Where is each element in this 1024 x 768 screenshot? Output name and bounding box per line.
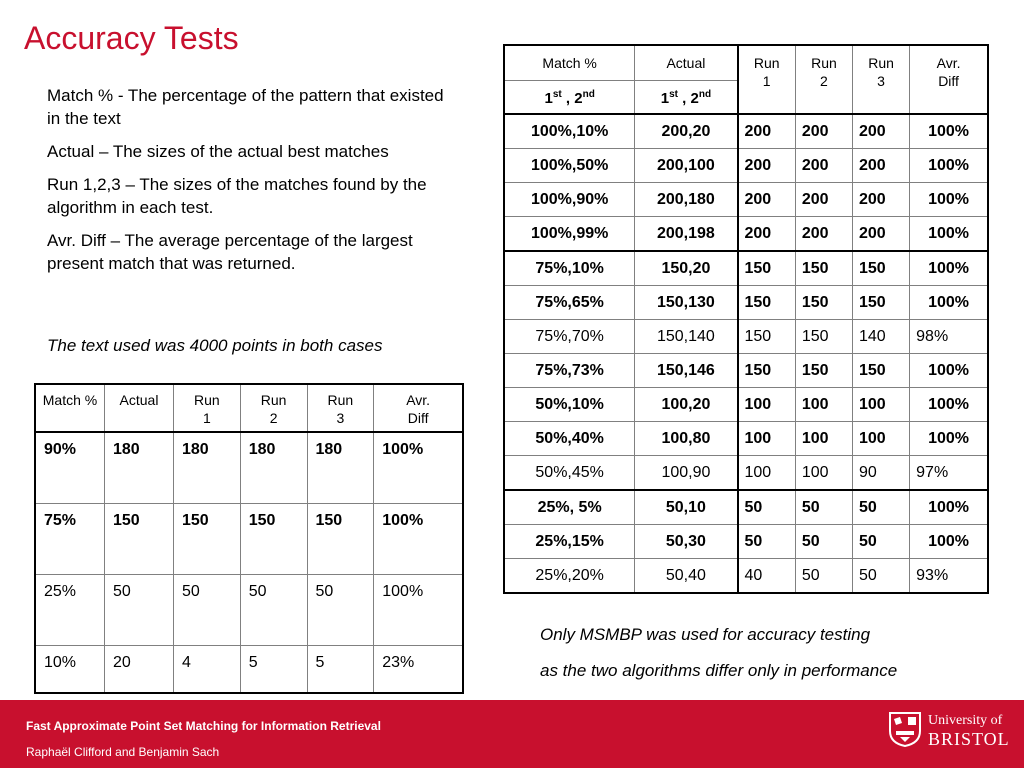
- definitions: [47, 84, 457, 285]
- table-cell: 180: [105, 432, 174, 504]
- table-cell: 100%: [910, 286, 988, 320]
- table-cell: 150: [795, 286, 852, 320]
- table-row: [504, 422, 988, 456]
- footer-title: Fast Approximate Point Set Matching for Information Retrieval: [26, 719, 381, 733]
- header-run3: [853, 45, 910, 114]
- table-cell: 90%: [35, 432, 105, 504]
- table-cell: 150: [795, 354, 852, 388]
- header-avr-diff: [910, 45, 988, 114]
- header-run1-label: Run 1: [753, 55, 780, 89]
- table-cell: 200: [738, 114, 796, 149]
- subheader-match: [504, 81, 635, 115]
- footer-bar: [0, 700, 1024, 768]
- sub-sep: , 2: [561, 90, 583, 107]
- table-row: [504, 286, 988, 320]
- header-actual: Actual: [635, 45, 738, 81]
- table-cell: 150: [853, 286, 910, 320]
- definition-runs: Run 1,2,3 – The sizes of the matches found by the algorithm in each test.: [47, 175, 427, 217]
- header-run3-label: Run 3: [327, 392, 354, 426]
- table-cell: 50: [795, 559, 852, 594]
- table-cell: 140: [853, 320, 910, 354]
- sub-second-sup: nd: [582, 89, 595, 100]
- table-cell: 100%: [910, 251, 988, 286]
- table-cell: 200: [795, 114, 852, 149]
- table-cell: 100,80: [635, 422, 738, 456]
- table-cell: 23%: [374, 646, 463, 694]
- table-cell: 200,100: [635, 149, 738, 183]
- table-cell: 75%,65%: [504, 286, 635, 320]
- header-run3-label: Run 3: [868, 55, 894, 89]
- table-cell: 180: [240, 432, 307, 504]
- table-cell: 25%,15%: [504, 525, 635, 559]
- slide-title: Accuracy Tests: [24, 20, 239, 56]
- large-accuracy-table: [503, 44, 989, 594]
- table-cell: 180: [307, 432, 374, 504]
- table-cell: 200: [795, 149, 852, 183]
- sub-first-sup: st: [669, 89, 678, 100]
- table-cell: 150,146: [635, 354, 738, 388]
- table-cell: 100%: [374, 575, 463, 646]
- table-cell: 180: [174, 432, 241, 504]
- table-cell: 150,130: [635, 286, 738, 320]
- table-cell: 100%: [910, 114, 988, 149]
- table-cell: 50: [105, 575, 174, 646]
- msmbp-note: [540, 617, 897, 689]
- table-cell: 100%: [910, 217, 988, 252]
- table-cell: 100: [795, 422, 852, 456]
- table-cell: 100%,99%: [504, 217, 635, 252]
- msmbp-note-line2: as the two algorithms differ only in performance: [540, 661, 898, 680]
- table-cell: 150: [795, 251, 852, 286]
- table-cell: 150,140: [635, 320, 738, 354]
- table-cell: 100: [738, 456, 796, 491]
- table-cell: 50: [853, 525, 910, 559]
- header-run2: [795, 45, 852, 114]
- table-row: [504, 354, 988, 388]
- footer-authors: Raphaël Clifford and Benjamin Sach: [26, 745, 220, 759]
- table-cell: 100%,10%: [504, 114, 635, 149]
- table-cell: 100%: [910, 388, 988, 422]
- table-row: [504, 114, 988, 149]
- table-cell: 200: [795, 183, 852, 217]
- table-row: [35, 646, 463, 694]
- table-cell: 90: [853, 456, 910, 491]
- table-cell: 100%: [910, 490, 988, 525]
- table-cell: 200: [795, 217, 852, 252]
- table-row: [504, 456, 988, 491]
- table-row: [35, 504, 463, 575]
- subheader-actual: [635, 81, 738, 115]
- table-cell: 150: [738, 251, 796, 286]
- table-cell: 5: [240, 646, 307, 694]
- table-cell: 150: [738, 354, 796, 388]
- header-run1-label: Run 1: [194, 392, 220, 426]
- table-cell: 100%: [910, 422, 988, 456]
- table-cell: 100%: [910, 354, 988, 388]
- table-cell: 50%,40%: [504, 422, 635, 456]
- table-cell: 50: [853, 559, 910, 594]
- table-cell: 200,198: [635, 217, 738, 252]
- table-cell: 25%, 5%: [504, 490, 635, 525]
- table-cell: 100: [853, 388, 910, 422]
- table-cell: 93%: [910, 559, 988, 594]
- table-cell: 200: [853, 114, 910, 149]
- table-cell: 97%: [910, 456, 988, 491]
- table-cell: 200: [738, 183, 796, 217]
- table-row: [504, 217, 988, 252]
- table-cell: 75%,73%: [504, 354, 635, 388]
- table-cell: 100: [738, 388, 796, 422]
- table-cell: 150: [795, 320, 852, 354]
- header-run2-label: Run 2: [811, 55, 837, 89]
- table-cell: 50: [240, 575, 307, 646]
- table-cell: 40: [738, 559, 796, 594]
- table-cell: 100,20: [635, 388, 738, 422]
- table-row: [35, 575, 463, 646]
- table-cell: 200: [853, 217, 910, 252]
- table-cell: 200: [738, 217, 796, 252]
- table-cell: 50: [174, 575, 241, 646]
- msmbp-note-line1: Only MSMBP was used for accuracy testing: [540, 625, 871, 644]
- table-cell: 100%: [910, 183, 988, 217]
- sub-sep: , 2: [677, 90, 699, 107]
- text-size-note: The text used was 4000 points in both cases: [47, 336, 383, 355]
- sub-first-sup: st: [552, 89, 562, 100]
- sub-first: 1: [660, 90, 670, 107]
- table-cell: 200,20: [635, 114, 738, 149]
- university-crest-icon: [888, 711, 922, 747]
- table-cell: 100%: [374, 432, 463, 504]
- table-cell: 100%: [374, 504, 463, 575]
- table-cell: 200: [853, 149, 910, 183]
- header-match: Match %: [504, 45, 635, 81]
- table-cell: 150: [738, 286, 796, 320]
- table-cell: 100: [795, 456, 852, 491]
- table-cell: 150: [174, 504, 241, 575]
- logo-line1: University of: [928, 713, 1003, 728]
- header-avr-diff: [374, 384, 463, 432]
- table-cell: 50: [795, 490, 852, 525]
- table-cell: 150: [105, 504, 174, 575]
- table-cell: 150: [853, 251, 910, 286]
- table-cell: 150: [738, 320, 796, 354]
- table-cell: 25%,20%: [504, 559, 635, 594]
- table-row: [504, 320, 988, 354]
- header-run2-label: Run 2: [260, 392, 287, 426]
- table-cell: 50,10: [635, 490, 738, 525]
- header-run1: [738, 45, 796, 114]
- header-avr-diff-label: Avr. Diff: [406, 392, 431, 426]
- definition-avr-diff: Avr. Diff – The average percentage of the largest present match that was returned.: [47, 231, 413, 273]
- table-cell: 50: [795, 525, 852, 559]
- table-cell: 50%,10%: [504, 388, 635, 422]
- header-run2: [240, 384, 307, 432]
- table-cell: 100,90: [635, 456, 738, 491]
- table-cell: 150,20: [635, 251, 738, 286]
- table-cell: 100%: [910, 525, 988, 559]
- table-row: [504, 183, 988, 217]
- header-run1: [174, 384, 241, 432]
- table-row: [35, 432, 463, 504]
- table-cell: 50: [738, 490, 796, 525]
- table-cell: 50,40: [635, 559, 738, 594]
- table-row: [504, 251, 988, 286]
- table-cell: 50: [853, 490, 910, 525]
- table-cell: 200,180: [635, 183, 738, 217]
- table-cell: 5: [307, 646, 374, 694]
- header-actual: Actual: [105, 384, 174, 432]
- table-cell: 50,30: [635, 525, 738, 559]
- table-cell: 100: [738, 422, 796, 456]
- table-row: [504, 149, 988, 183]
- sub-second-sup: nd: [698, 89, 712, 100]
- table-cell: 75%,10%: [504, 251, 635, 286]
- definition-actual: Actual – The sizes of the actual best matches: [47, 142, 389, 161]
- table-cell: 100: [795, 388, 852, 422]
- table-cell: 150: [307, 504, 374, 575]
- table-row: [504, 559, 988, 594]
- logo-line2: BRISTOL: [928, 729, 1010, 749]
- table-row: [504, 525, 988, 559]
- table-cell: 100%,90%: [504, 183, 635, 217]
- table-cell: 75%: [35, 504, 105, 575]
- table-cell: 4: [174, 646, 241, 694]
- header-match: Match %: [35, 384, 105, 432]
- table-cell: 150: [853, 354, 910, 388]
- table-cell: 100: [853, 422, 910, 456]
- definition-match: Match % - The percentage of the pattern that existed in the text: [47, 86, 444, 128]
- table-cell: 200: [853, 183, 910, 217]
- header-run3: [307, 384, 374, 432]
- table-row: [504, 388, 988, 422]
- table-cell: 98%: [910, 320, 988, 354]
- table-cell: 50: [307, 575, 374, 646]
- table-cell: 200: [738, 149, 796, 183]
- table-cell: 25%: [35, 575, 105, 646]
- university-logo: [888, 711, 1018, 751]
- table-cell: 150: [240, 504, 307, 575]
- table-cell: 20: [105, 646, 174, 694]
- table-row: [504, 490, 988, 525]
- table-cell: 50: [738, 525, 796, 559]
- table-cell: 10%: [35, 646, 105, 694]
- table-cell: 100%,50%: [504, 149, 635, 183]
- table-cell: 50%,45%: [504, 456, 635, 491]
- table-cell: 75%,70%: [504, 320, 635, 354]
- header-avr-diff-label: Avr. Diff: [936, 55, 961, 89]
- small-accuracy-table: [34, 383, 464, 694]
- table-cell: 100%: [910, 149, 988, 183]
- sub-first: 1: [544, 90, 553, 107]
